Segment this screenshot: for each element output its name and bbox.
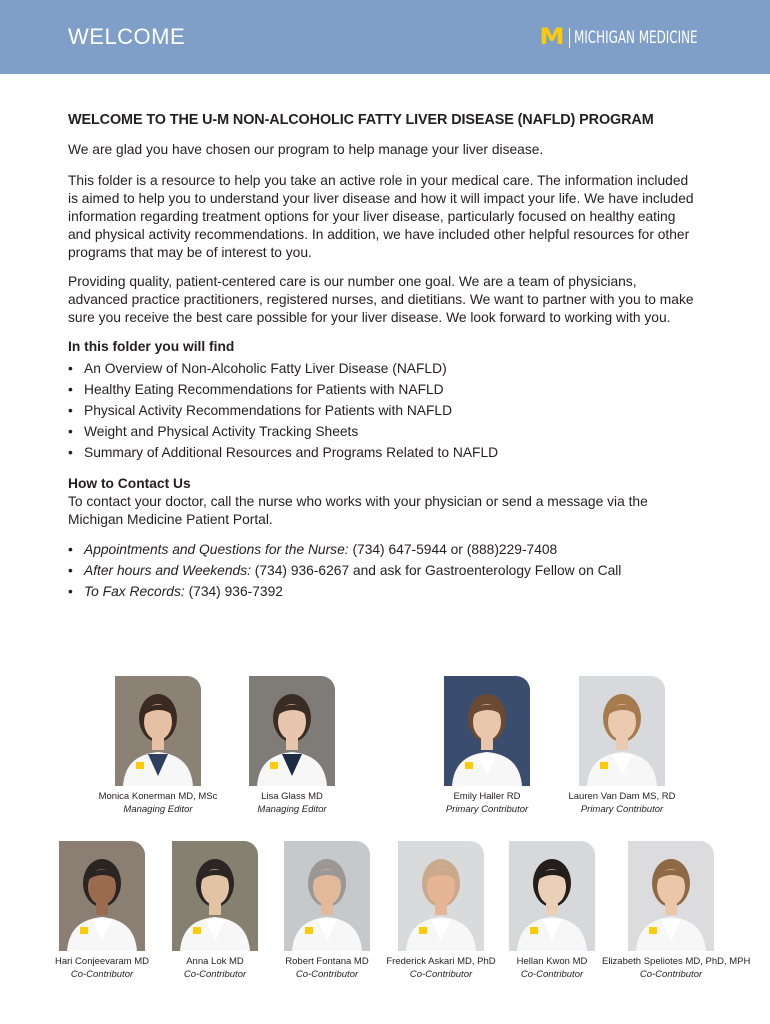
- folder-contents-list: [68, 358, 698, 463]
- team-member-card: [562, 676, 682, 816]
- care-paragraph: Providing quality, patient-centered care is our number one goal. We are a team of physicians, advanced practice practitioners, registered nurses, and dietitians. We want to partner with you to make sure you receive the best care possible for your liver disease. We look forward to working with you.: [68, 274, 694, 325]
- member-role: Managing Editor: [123, 804, 193, 815]
- contact-fax: (734) 936-7392: [188, 584, 283, 599]
- member-role: Co-Contributor: [70, 969, 134, 980]
- member-role: Co-Contributor: [183, 969, 247, 980]
- page-title: WELCOME: [68, 24, 186, 49]
- list-item: • Physical Activity Recommendations for Patients with NAFLD: [68, 400, 698, 421]
- headshot-photo: [509, 841, 595, 951]
- member-name: Hellan Kwon MD: [516, 956, 588, 967]
- michigan-medicine-logo: [539, 26, 732, 50]
- team-member-card: [427, 676, 547, 816]
- member-name: Anna Lok MD: [186, 956, 244, 967]
- list-item: • An Overview of Non-Alcoholic Fatty Liver Disease (NAFLD): [68, 358, 698, 379]
- member-name: Robert Fontana MD: [285, 956, 369, 967]
- team-member-card: [98, 676, 218, 816]
- member-role: Co-Contributor: [409, 969, 473, 980]
- contact-phone: (734) 936-6267 and ask for Gastroenterology Fellow on Call: [254, 563, 622, 578]
- contact-label: Appointments and Questions for the Nurse:: [84, 542, 349, 557]
- headshot-photo: [249, 676, 335, 786]
- contact-item: [68, 539, 698, 560]
- block-m-logo-icon: M: [539, 25, 565, 50]
- team-member-card: [159, 841, 271, 981]
- contact-paragraph: To contact your doctor, call the nurse who works with your physician or send a message via the Michigan Medicine Patient Portal.: [68, 494, 648, 527]
- contact-label: To Fax Records:: [84, 584, 185, 599]
- member-role: Primary Contributor: [445, 804, 529, 815]
- member-role: Managing Editor: [257, 804, 327, 815]
- contact-phone: (734) 647-5944 or (888)229-7408: [352, 542, 558, 557]
- resource-paragraph: This folder is a resource to help you take an active role in your medical care. The information included is aimed to help you to understand your liver disease and how it will impact your life. We have included information regarding treatment options for your liver disease, particularly focused on healthy eating and physical activity recommendations. In addition, we have included other helpful resources for other programs that may be of interest to you.: [68, 173, 694, 260]
- headshot-photo: [579, 676, 665, 786]
- headshot-photo: [115, 676, 201, 786]
- folder-contents-title: In this folder you will find: [68, 339, 235, 354]
- member-name: Monica Konerman MD, MSc: [98, 791, 218, 802]
- team-member-card: [380, 841, 502, 981]
- headshot-photo: [628, 841, 714, 951]
- brand-name: MICHIGAN MEDICINE: [574, 28, 698, 48]
- member-role: Co-Contributor: [520, 969, 584, 980]
- main-content: [68, 112, 698, 602]
- team-member-card: [602, 841, 751, 981]
- headshot-photo: [172, 841, 258, 951]
- member-role: Primary Contributor: [580, 804, 664, 815]
- logo-divider: [569, 28, 570, 48]
- contact-title: How to Contact Us: [68, 476, 191, 491]
- team-member-card: [46, 841, 158, 981]
- member-name: Lisa Glass MD: [261, 791, 323, 802]
- team-member-card: [271, 841, 383, 981]
- contact-list: [68, 539, 698, 602]
- program-heading: WELCOME TO THE U-M NON-ALCOHOLIC FATTY LIVER DISEASE (NAFLD) PROGRAM: [68, 112, 654, 128]
- member-role: Co-Contributor: [639, 969, 703, 980]
- header-banner: [0, 0, 770, 74]
- headshot-photo: [284, 841, 370, 951]
- list-item: • Healthy Eating Recommendations for Patients with NAFLD: [68, 379, 698, 400]
- member-name: Emily Haller RD: [453, 791, 521, 802]
- member-name: Hari Conjeevaram MD: [55, 956, 149, 967]
- intro-paragraph: We are glad you have chosen our program to help manage your liver disease.: [68, 142, 544, 157]
- list-item: • Summary of Additional Resources and Programs Related to NAFLD: [68, 442, 698, 463]
- team-member-card: [496, 841, 608, 981]
- headshot-photo: [398, 841, 484, 951]
- headshot-photo: [59, 841, 145, 951]
- member-name: Frederick Askari MD, PhD: [386, 956, 496, 967]
- list-item: • Weight and Physical Activity Tracking Sheets: [68, 421, 698, 442]
- member-name: Elizabeth Speliotes MD, PhD, MPH: [602, 956, 751, 967]
- contact-label: After hours and Weekends:: [84, 563, 251, 578]
- contact-item: [68, 560, 698, 581]
- team-member-card: [232, 676, 352, 816]
- headshot-photo: [444, 676, 530, 786]
- member-role: Co-Contributor: [295, 969, 359, 980]
- contact-item: [68, 581, 698, 602]
- member-name: Lauren Van Dam MS, RD: [568, 791, 676, 802]
